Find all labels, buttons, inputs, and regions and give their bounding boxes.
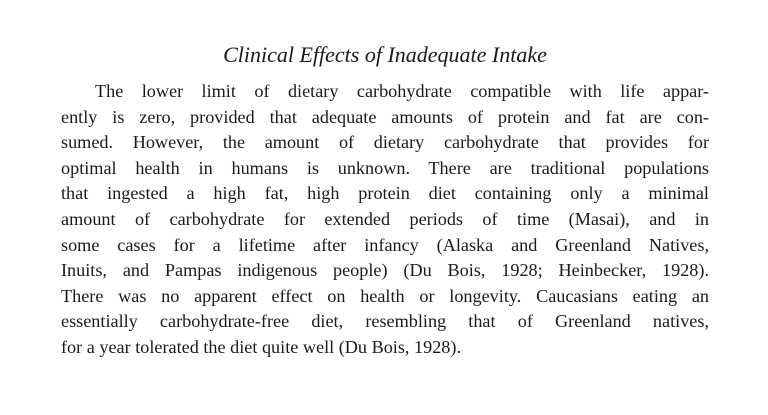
text-line: Inuits, and Pampas indigenous people) (Du Bois, 1928; Heinbecker, 1928). [61, 260, 709, 281]
text-line: There was no apparent effect on health or longevity. Caucasians eating an [61, 285, 709, 306]
section-heading: Clinical Effects of Inadequate Intake [223, 42, 547, 67]
text-line: ently is zero, provided that adequate amounts of protein and fat are con- [61, 106, 709, 127]
text-line: The lower limit of dietary carbohydrate compatible with life appar- [95, 81, 709, 101]
text-line: essentially carbohydrate-free diet, resembling that of Greenland natives, [61, 311, 709, 332]
text-line: that ingested a high fat, high protein diet containing only a minimal [61, 183, 709, 204]
text-line: optimal health in humans is unknown. There are traditional populations [61, 157, 709, 178]
text-line: for a year tolerated the diet quite well (Du Bois, 1928). [61, 336, 462, 357]
text-line: amount of carbohydrate for extended periods of time (Masai), and in [61, 208, 709, 229]
document-page [61, 40, 709, 361]
text-line: sumed. However, the amount of dietary carbohydrate that provides for [61, 132, 709, 153]
text-line: some cases for a lifetime after infancy (Alaska and Greenland Natives, [61, 234, 709, 255]
body-paragraph [61, 79, 709, 361]
